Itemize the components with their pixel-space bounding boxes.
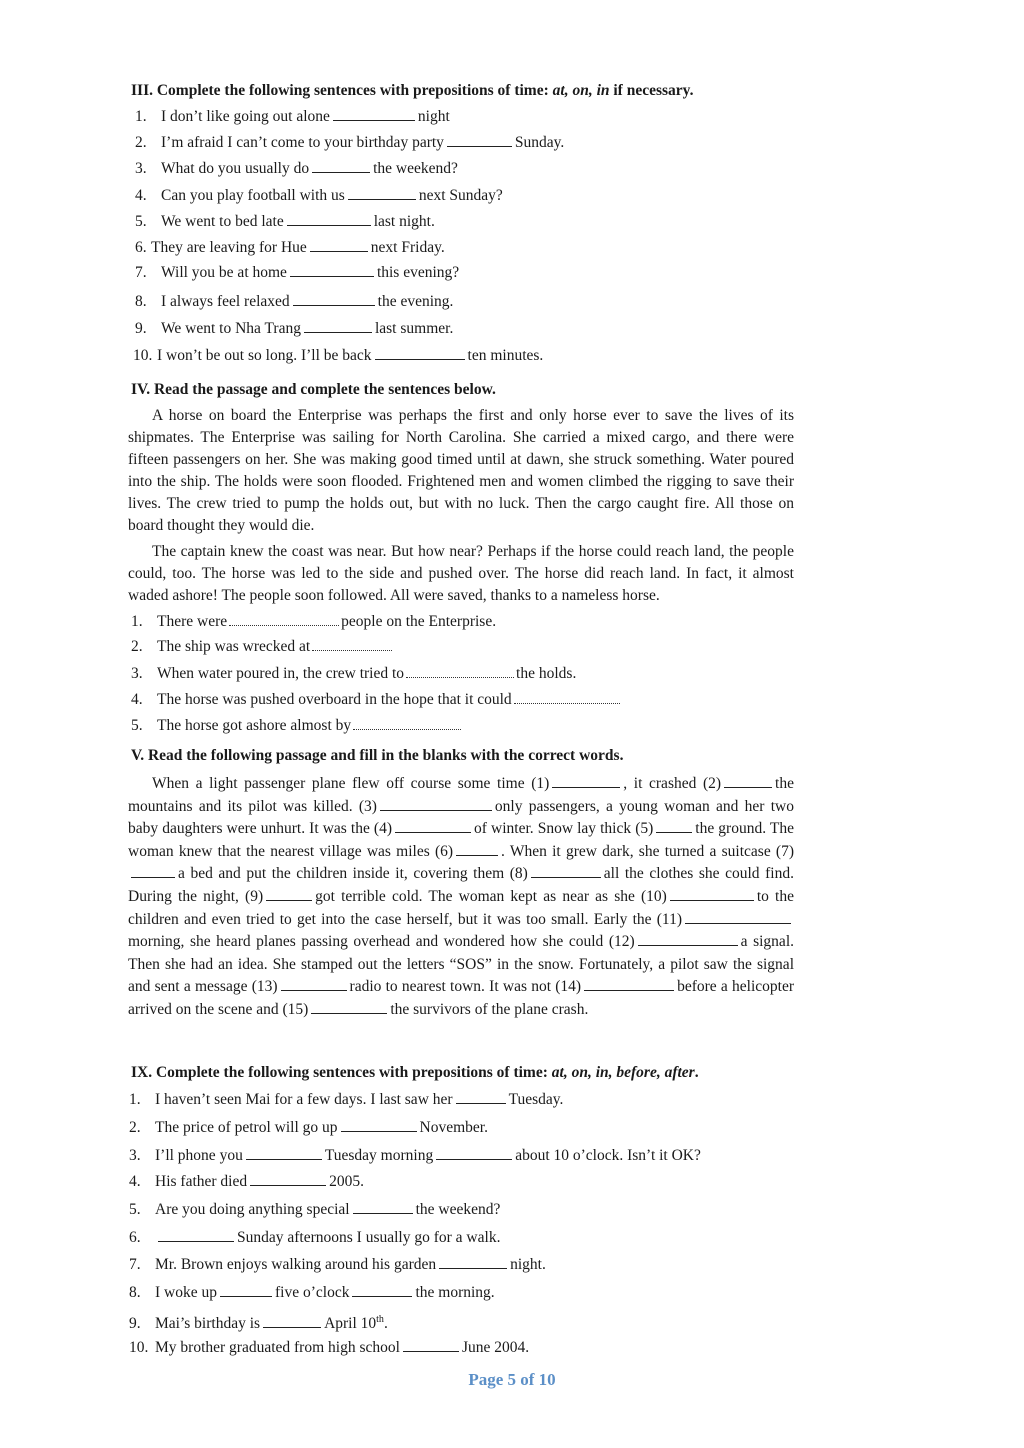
sec3-item-1: 1. I don’t like going out alone night	[135, 108, 450, 125]
sec9-item-9: 9. Mai’s birthday is April 10th.	[129, 1314, 388, 1333]
answer-blank[interactable]	[447, 133, 512, 147]
sec3-item-8: 8. I always feel relaxed the evening.	[135, 293, 454, 310]
sec3-item-10: 10. I won’t be out so long. I’ll be back ten minutes.	[133, 347, 544, 364]
answer-blank[interactable]	[456, 1090, 506, 1104]
sec9-item-6: 6. Sunday afternoons I usually go for a walk.	[129, 1229, 501, 1246]
answer-blank[interactable]	[341, 1118, 417, 1132]
sec3-item-3: 3. What do you usually do the weekend?	[135, 160, 458, 177]
answer-blank[interactable]	[304, 319, 372, 333]
answer-blank[interactable]	[436, 1146, 512, 1160]
answer-blank[interactable]	[158, 1228, 234, 1242]
answer-blank[interactable]	[229, 612, 339, 626]
sec9-item-10: 10. My brother graduated from high school June 2004.	[129, 1339, 530, 1356]
passage-paragraph-1: A horse on board the Enterprise was perhaps the first and only horse ever to save the lives of its shipmates. The Enterprise was sailing for North Carolina. She carried a mixed cargo, and there were fifteen passengers on her. She was making good timed until at dawn, she struck something. Water poured into the ship. The holds were soon flooded. Frightened men and women climbed the rigging to save their lives. The crew tried to pump the holds out, but with no luck. Then the cargo caught fire. All those on board thought they would die.	[128, 407, 794, 534]
sec3-item-9: 9. We went to Nha Trang last summer.	[135, 320, 454, 337]
blank-11[interactable]	[685, 911, 791, 924]
blank-2[interactable]	[724, 775, 772, 788]
blank-14[interactable]	[584, 978, 674, 991]
blank-7[interactable]	[131, 865, 175, 878]
blank-4[interactable]	[395, 820, 471, 833]
blank-13[interactable]	[281, 978, 347, 991]
horse-passage	[128, 405, 794, 607]
sec9-item-2: 2. The price of petrol will go up November.	[129, 1119, 488, 1136]
answer-blank[interactable]	[514, 690, 620, 704]
passage-paragraph-2: The captain knew the coast was near. But how near? Perhaps if the horse could reach land, the people could, too. The horse was led to the side and pushed over. The horse did reach land. In fact, it almost waded ashore! The people soon followed. All were saved, thanks to a nameless horse.	[128, 543, 794, 604]
answer-blank[interactable]	[403, 1338, 459, 1352]
sec3-item-6: 6. They are leaving for Hue next Friday.	[135, 239, 445, 256]
sec9-item-8: 8. I woke up five o’clock the morning.	[129, 1284, 495, 1301]
sec4-item-3: 3. When water poured in, the crew tried to the holds.	[131, 665, 577, 682]
answer-blank[interactable]	[353, 1200, 413, 1214]
answer-blank[interactable]	[348, 186, 416, 200]
blank-5[interactable]	[656, 820, 692, 833]
answer-blank[interactable]	[439, 1255, 507, 1269]
answer-blank[interactable]	[293, 292, 375, 306]
plane-crash-passage: When a light passenger plane flew off course some time (1) , it crashed (2) the mountains and its pilot was killed. (3) only passengers, a young woman and her two baby daughters were unhurt. It was the (4) of winter. Snow lay thick (5) the ground. The woman knew that the nearest village was miles (6) . When it grew dark, she turned a suitcase (7)a bed and put the children inside it, covering them (8) all the clothes she could find. During the night, (9) got terrible cold. The woman kept as near as she (10) to the children and even tried to get into the case herself, but it was too small. Early the (11)morning, she heard planes passing overhead and wondered how she could (12) a signal. Then she had an idea. She stamped out the letters “SOS” in the snow. Fortunately, a pilot saw the signal and sent a message (13) radio to nearest town. It was not (14) before a helicopter arrived on the scene and (15) the survivors of the plane crash.	[128, 775, 795, 1018]
section-9-title: IX. Complete the following sentences with prepositions of time: at, on, in, before, after.	[131, 1064, 699, 1081]
blank-6[interactable]	[456, 843, 498, 856]
answer-blank[interactable]	[312, 159, 370, 173]
sec9-item-7: 7. Mr. Brown enjoys walking around his garden night.	[129, 1256, 546, 1273]
sec9-item-5: 5. Are you doing anything special the weekend?	[129, 1201, 501, 1218]
sec4-item-5: 5. The horse got ashore almost by	[131, 716, 811, 736]
answer-blank[interactable]	[312, 637, 392, 651]
answer-blank[interactable]	[375, 346, 465, 360]
answer-blank[interactable]	[250, 1172, 326, 1186]
blank-8[interactable]	[531, 865, 601, 878]
sec3-item-7: 7. Will you be at home this evening?	[135, 264, 460, 281]
answer-blank[interactable]	[353, 716, 461, 730]
sec3-item-2: 2. I’m afraid I can’t come to your birthday party Sunday.	[135, 134, 565, 151]
blank-15[interactable]	[311, 1001, 387, 1014]
sec3-item-4: 4. Can you play football with us next Sunday?	[135, 187, 503, 204]
answer-blank[interactable]	[290, 263, 374, 277]
blank-3[interactable]	[380, 798, 492, 811]
blank-10[interactable]	[670, 888, 754, 901]
answer-blank[interactable]	[333, 107, 415, 121]
sec3-item-5: 5. We went to bed late last night.	[135, 213, 435, 230]
sec9-item-4: 4. His father died 2005.	[129, 1173, 364, 1190]
blank-9[interactable]	[266, 888, 312, 901]
page-number: Page 5 of 10	[468, 1370, 556, 1389]
sec9-item-1: 1. I haven’t seen Mai for a few days. I last saw her Tuesday.	[129, 1091, 564, 1108]
answer-blank[interactable]	[246, 1146, 322, 1160]
section-4-title: IV. Read the passage and complete the sentences below.	[131, 381, 496, 398]
answer-blank[interactable]	[287, 212, 371, 226]
answer-blank[interactable]	[263, 1314, 321, 1328]
blank-1[interactable]	[552, 775, 620, 788]
blank-12[interactable]	[638, 933, 738, 946]
sec4-item-4: 4. The horse was pushed overboard in the hope that it could	[131, 690, 811, 710]
answer-blank[interactable]	[406, 664, 514, 678]
answer-blank[interactable]	[352, 1283, 412, 1297]
sec4-item-2: 2. The ship was wrecked at	[131, 637, 811, 657]
answer-blank[interactable]	[310, 238, 368, 252]
section-3-title: III. Complete the following sentences with prepositions of time: at, on, in if necessary.	[131, 82, 694, 99]
answer-blank[interactable]	[220, 1283, 272, 1297]
section-5-title: V. Read the following passage and fill in the blanks with the correct words.	[131, 747, 624, 764]
sec9-item-3: 3. I’ll phone you Tuesday morning about 10 o’clock. Isn’t it OK?	[129, 1147, 701, 1164]
sec4-item-1: 1. There were people on the Enterprise.	[131, 613, 497, 630]
